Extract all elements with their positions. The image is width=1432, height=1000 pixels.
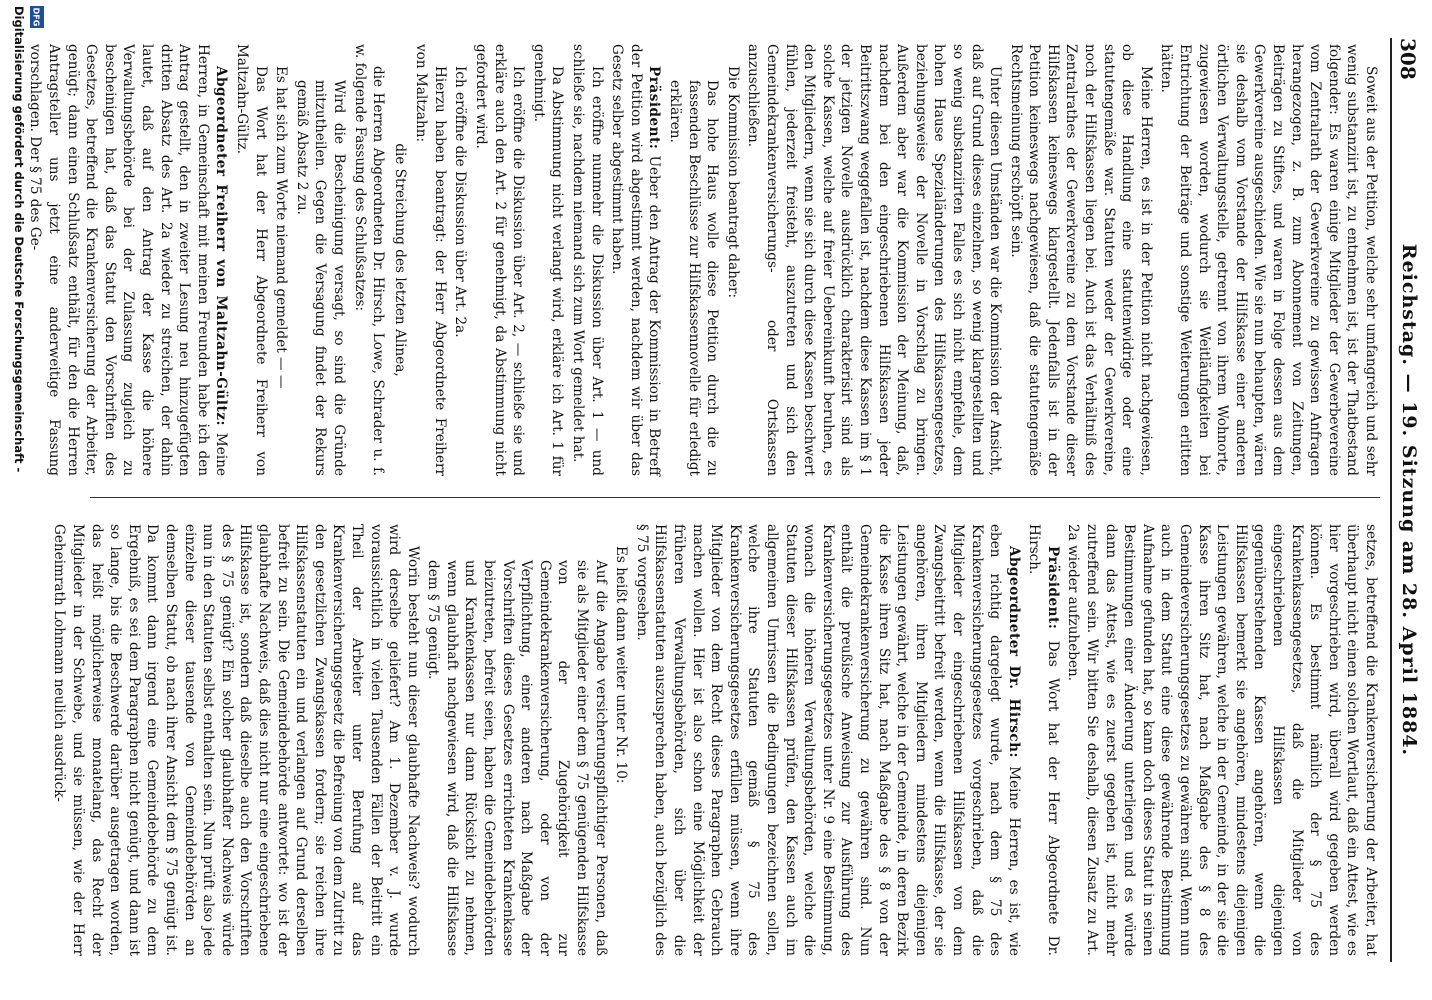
paragraph: Unter diesen Umständen war die Kommission der Ansicht, daß auf Grund dieses einzelnen, so wenig klargestellten und so wenig substanziirten Falles es sich nicht empfehle, dem hohen Hause Spezialänderungen des Hilfskassengesetzes, beziehungsweise der Novelle in Vorschlag zu bringen. Außerdem aber war die Kommission der Meinung, daß, nachdem bei den eingeschriebenen Hilfskassen jeder Beitrittszwang weggefallen ist, nachdem diese Kassen im § 1 der jetzigen Novelle ausdrücklich charakterisirt sind als solche Kassen, welche auf freier Uebereinkunft beruhen, es den Mitgliedern, wenn sie sich durch diese Kassen beschwert fühlen, jederzeit freisteht, auszutreten und sich den Gemeindekrankenversicherungs- oder Ortskassen anzuschließen.: [745, 44, 1004, 476]
speech-text: Meine Herren, es ist, wie eben richtig dargelegt wurde, nach dem § 75 des Krankenversicherungsgesetzes vorgeschrieben, daß die Mitglieder der eingeschriebenen Hilfskassen von dem Zwangsbeitritt befreit werden, wenn die Hilfskasse, der sie angehören, ihren Mitgliedern mindestens diejenigen Leistungen gewährt, welche in der Gemeinde, in deren Bezirk die Kasse ihren Sitz hat, nach Maßgabe des § 8 von der Gemeindekrankenversicherung zu gewähren sind. Nun enthält die preußische Anweisung zur Ausführung des Krankenversicherungsgesetzes unter Nr. 9 eine Bestimmung, wonach die höheren Verwaltungsbehörden, welche die Statuten dieser Hilfskassen prüfen, den Kassen auch im allgemeinen Umrissen die Bedingungen bezeichnen sollen, welche ihre Statuten gemäß § 75 des Krankenversicherungsgesetzes erfüllen müssen, wenn ihre Mitglieder von dem Recht dieses Paragraphen Gebrauch machen wollen. Hier ist also schon eine Möglichkeit der früheren Verwaltungsbehörden, sich über die Hilfskassenstatuten auszusprechen haben, auch bezüglich des § 75 vorgesehen.: [633, 524, 1022, 956]
amendment-text: die Streichung des letzten Alinea,: [391, 143, 408, 377]
speech-paragraph: [632, 524, 1022, 956]
page-number: 308: [1396, 38, 1420, 80]
paragraph: Die Kommission beantragt daher:: [724, 66, 741, 299]
speech-text: Meine Herren, in Gemeinschaft mit meinen Freunden habe ich den Antrag gestellt, den in zweiter Lesung neu hinzugefügten dritten Absatz des Art. 2a wieder zu streichen, der dahin lautet, daß auf den Antrag der Kasse die höhere Verwaltungsbehörde bei der Zulassung zugleich zu bescheinigen hat, daß das Statut den Vorschriften des Gesetzes, betreffend die Krankenversicherung der Arbeiter, genügt; dann einen Schlußsatz enthält, für den die Herren Antragsteller uns jetzt eine anderweitige Fassung vorschlagen. Der § 75 des Ge-: [27, 44, 230, 477]
paragraph: Hierzu haben beantragt: der Herr Abgeordnete Freiherr von Maltzahn:: [413, 44, 448, 476]
digitization-strip: [0, 0, 46, 1000]
speaker-name: Abgeordneter Freiherr von Maltzahn-Gültz:: [213, 66, 230, 426]
speech-paragraph: [1025, 524, 1062, 956]
column-divider: [90, 497, 1380, 498]
speech-paragraph: [26, 44, 231, 476]
header-rule: [1390, 38, 1392, 962]
paragraph: Das Wort hat der Herr Abgeordnete Freiherr von Maltzahn-Gültz.: [233, 44, 269, 476]
paragraph: Soweit aus der Petition, welche sehr umfangreich und sehr wenig substanziirt ist, zu entnehmen ist, ist der Thatbestand folgender: Es waren einige Mitglieder der Gewerbevereine vom Zentralrath der Gewerkvereine zu gewissen Anfragen herangezogen, z. B. zum Abonnement von Zeitungen, Beiträgen zu Stiftes, und waren in Folge dessen aus dem Gewerkvereine ausgeschieden. Wie sie nun behaupten, wären sie deshalb vom Vorstande der Hilfskasse einer anderen örtlichen Verwaltungsstelle, getrennt von ihrem Wohnorte, zugewiesen worden, wodurch sie Weitläufigkeiten bei Entrichtung der Beiträge und sonstige Weiterungen erlitten hätten.: [1158, 44, 1379, 476]
right-column: [51, 524, 1380, 956]
paragraph: Worin besteht nun dieser glaubhafte Nachweis? wodurch wird derselbe geliefert? Am 1. Dezember v. J. wurde voraussichtlich in vielen Tausenden Fällen der Beitritt ein Theil der Arbeiter unter Berufung auf das Krankenversicherungsgesetz die Befreiung von dem Zutritt zu den gesetzlichen Zwangskassen fordern; sie reichen ihre Hilfskassenstatuten ein und verlangen auf Grund derselben befreit zu sein. Die Gemeindebehörde antwortet: wo ist der glaubhafte Nachweis, daß dies nicht nur eine eingeschriebene Hilfskasse ist, sondern daß dieselbe auch den Vorschriften des § 75 genügt? Ein solcher glaubhafter Nachweis würde nun in den Statuten selbst enthalten sein. Nun prüft also jede einzelne dieser tausende von Gemeindebehörden an demselben Statut, ob nach ihrer Ansicht dem § 75 genügt ist. Da kommt dann irgend eine Gemeindebehörde zu dem Ergebniß, es sei dem Paragraphen nicht genügt, und dann ist so lange, bis die Beschwerde darüber ausgetragen worden, das heißt möglicherweise monatelang, das Recht der Mitglieder in der Schwebe, und sie müssen, wie der Herr Geheimrath Lohmann neulich ausdrück-: [51, 524, 421, 956]
amendment-text: Wird die Bescheinigung versagt, so sind die Gründe mitzutheilen. Gegen die Versagung findet der Rekurs gemäß Absatz 2 zu.: [293, 80, 347, 476]
paragraph: Da Abstimmung nicht verlangt wird, erkläre ich Art. 1 für genehmigt.: [530, 44, 566, 476]
speaker-name: Präsident:: [1044, 546, 1061, 630]
speaker-name: Präsident:: [646, 66, 663, 150]
paragraph: Ich eröffne die Diskussion über Art. 2a.: [452, 66, 469, 338]
running-title: Reichstag. — 19. Sitzung am 28. April 1884.: [1398, 243, 1420, 757]
speech-paragraph: [608, 44, 664, 476]
left-column: [27, 44, 1380, 477]
paragraph: Ich eröffne nunmehr die Diskussion über Art. 1 — und schließe sie, nachdem niemand sich zum Wort gemeldet hat.: [570, 44, 605, 476]
paragraph: Ich eröffne die Diskussion über Art. 2, — schließe sie und erkläre auch den Art. 2 für genehmigt, da Abstimmung nicht gefordert wird.: [473, 44, 527, 476]
dfg-logo-icon: [30, 6, 44, 28]
digitization-credit: Digitalisierung gefördert durch die Deutsche Forschungsgemeinschaft -: [12, 6, 26, 473]
speaker-name: Abgeordneter Dr. Hirsch:: [1005, 546, 1022, 759]
paragraph: Es heißt dann weiter unter Nr. 10:: [613, 546, 630, 784]
motion-text: Das hohe Haus wolle diese Petition durch die zu fassenden Beschlüsse zur Hilfskassennovelle für erledigt erklären.: [667, 80, 721, 476]
paragraph: Meine Herren, es ist in der Petition nicht nachgewiesen, ob diese Handlung eine statutenwidrige oder eine statutengemäße war. Statuten weder der Gewerkvereine, noch der Hilfskassen liegen bei. Auch ist das Verhältniß des Zentralrathes der Gewerkvereine zu dem Vorstande dieser Hilfskassen keineswegs klargestellt. Jedenfalls ist in der Petition keineswegs nachgewiesen, daß die statutengemäße Rechtsmeinung erschöpft sein.: [1007, 44, 1154, 476]
speech-text: Das Wort hat der Herr Abgeordnete Dr. Hirsch.: [1026, 524, 1061, 956]
paragraph: Es hat sich zum Worte niemand gemeldet — —: [273, 66, 290, 389]
quoted-regulation: Auf die Angabe versicherungspflichtiger Personen, daß sie als Mitglieder einer dem § 75 genügenden Hilfskasse von der Zugehörigkeit zur Gemeindekrankenversicherung, oder von der Verpflichtung, einer anderen nach Maßgabe der Vorschriften dieses Gesetzes errichteten Krankenkasse beizutreten, befreit seien, haben die Gemeindebehörden und Krankenkassen nur dann Rücksicht zu nehmen, wenn glaubhaft nachgewiesen wird, daß die Hilfskasse dem § 75 genügt.: [425, 560, 609, 956]
dfg-logo-text: DFG: [31, 7, 41, 27]
paragraph: die Herren Abgeordneten Dr. Hirsch, Lowe, Schrader u. f. w. folgende Fassung des Schlußsatzes:: [351, 44, 387, 476]
paragraph: setzes, betreffend die Krankenversicherung der Arbeiter, hat überhaupt nicht einen solchen Wortlaut, daß ein Attest, wie es hier vorgeschrieben wird, überall wird gegeben werden können. Es bestimmt nämlich der § 75 des Krankenkassengesetzes, daß die Mitglieder von eingeschriebenen Hilfskassen diejenigen gegenüberstehenden Kassen angehören, wenn die Hilfskassen bemerkt sie angehören, mindestens diejenigen Leistungen gewähren, welche in der Gemeinde, in der sie die Kasse ihren Sitz hat, nach Maßgabe des § 8 des Gemeindeversicherungsgesetzes zu gewähren sind. Wenn nun auch in dem Statut eine diese gewährende Bestimmung Aufnahme gefunden hat, so kann doch dieses Statut in seinen Bestimmungen einer Änderung unterliegen und es würde dann das Attest, wie es zuerst gegeben ist, nicht mehr zutreffend sein. Wir bitten Sie deshalb, diesen Zusatz zu Art. 2a wieder aufzuheben.: [1065, 524, 1379, 956]
speech-text: Ueber den Antrag der Kommission in Betreff der Petition wird abgestimmt werden, nachdem wir über das Gesetz selber abgestimmt haben.: [609, 44, 663, 476]
running-head: [1396, 38, 1420, 962]
